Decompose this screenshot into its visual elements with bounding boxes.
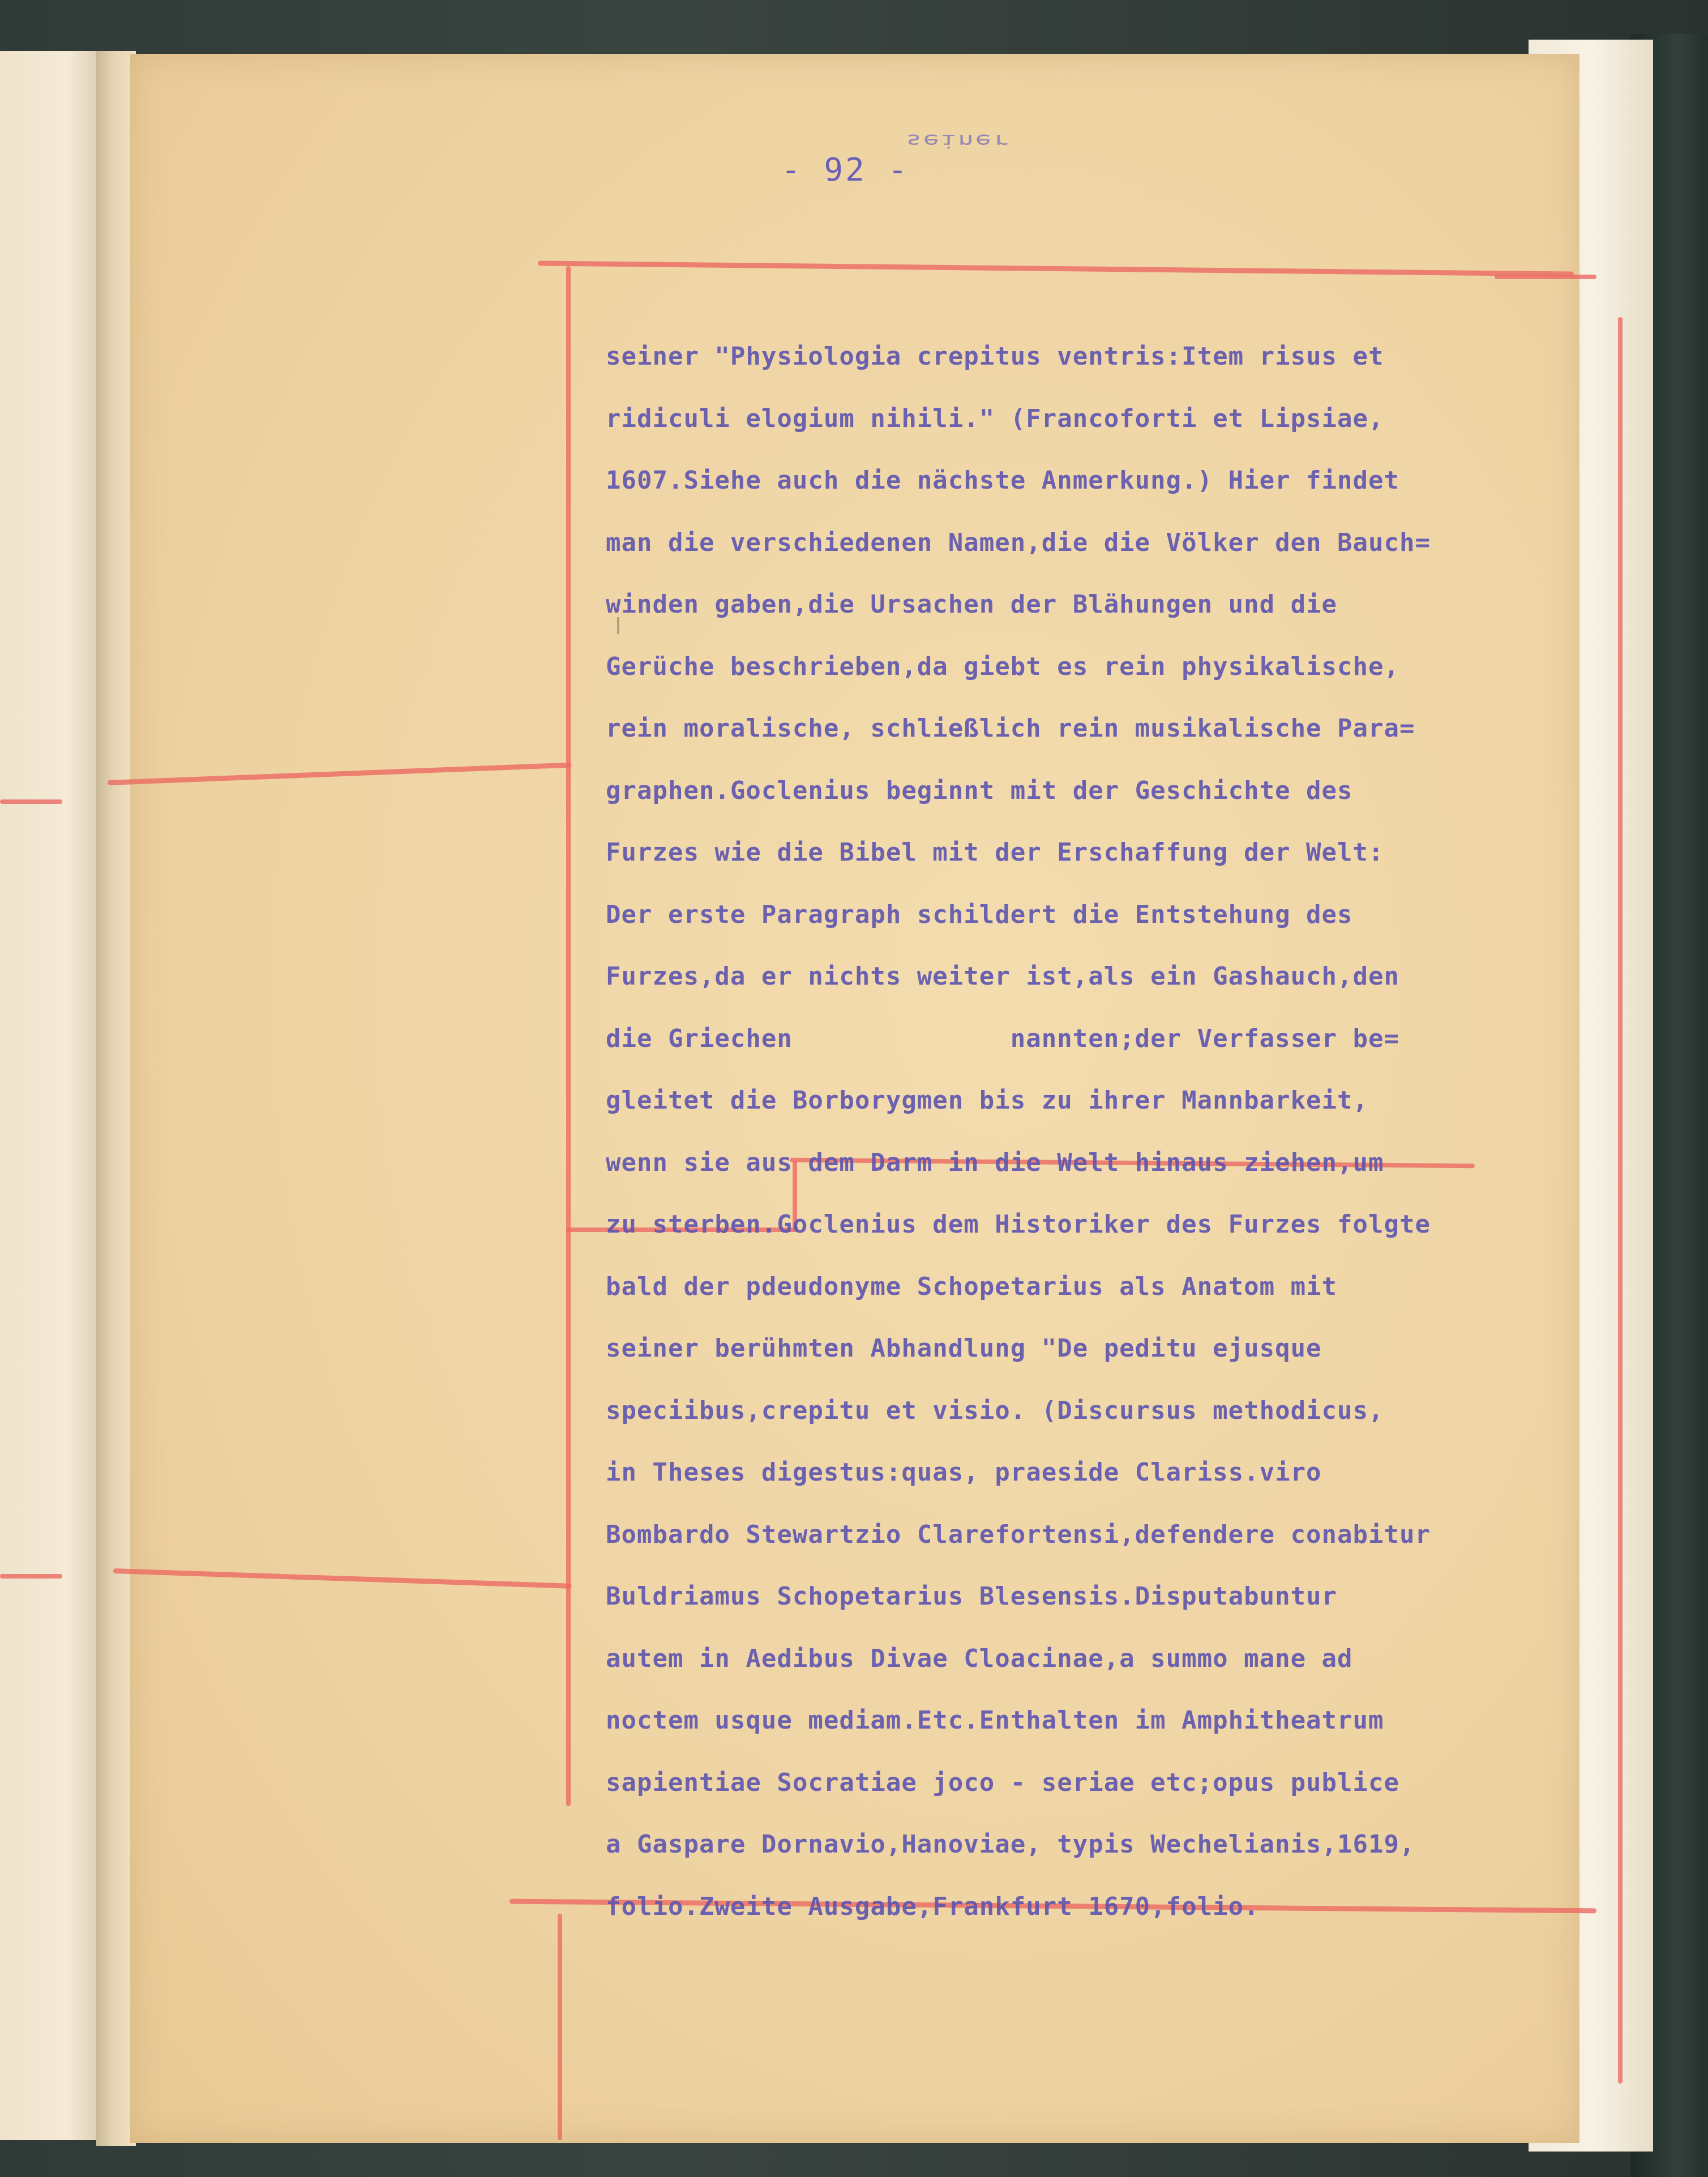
text-line: Bombardo Stewartzio Clarefortensi,defendere conabitur <box>606 1520 1431 1549</box>
text-line: man die verschiedenen Namen,die die Völker den Bauch= <box>606 528 1431 557</box>
page-number: - 92 - <box>781 152 910 189</box>
text-line: in Theses digestus:quas, praeside Clariss.viro <box>606 1458 1322 1487</box>
red-rule-top-right <box>1495 275 1596 279</box>
text-line: die Griechen nannten;der Verfasser be= <box>606 1024 1400 1053</box>
typewritten-text-block <box>606 326 1579 1938</box>
text-line: graphen.Goclenius beginnt mit der Geschichte des <box>606 776 1353 805</box>
text-line: ridiculi elogium nihili." (Francoforti et Lipsiae, <box>606 404 1384 433</box>
red-rule-left-margin-1 <box>0 799 62 804</box>
text-line: rein moralische, schließlich rein musikalische Para= <box>606 714 1415 743</box>
text-line: Furzes,da er nichts weiter ist,als ein Gashauch,den <box>606 962 1400 991</box>
text-line: autem in Aedibus Divae Cloacinae,a summo mane ad <box>606 1644 1353 1673</box>
text-line: wenn sie aus dem Darm in die Welt hinaus ziehen,um <box>606 1148 1384 1177</box>
red-rule-left-vertical <box>566 266 571 1806</box>
text-line: Buldriamus Schopetarius Blesensis.Disputabuntur <box>606 1582 1338 1611</box>
text-line: Gerüche beschrieben,da giebt es rein physikalische, <box>606 652 1400 681</box>
text-line: zu sterben.Goclenius dem Historiker des Furzes folgte <box>606 1210 1431 1239</box>
red-rule-right-vertical <box>1618 317 1623 2084</box>
text-line: Der erste Paragraph schildert die Entstehung des <box>606 900 1353 929</box>
text-line: seiner "Physiologia crepitus ventris:Item risus et <box>606 342 1384 371</box>
red-rule-left-margin-2 <box>0 1574 62 1579</box>
text-line: speciibus,crepitu et visio. (Discursus methodicus, <box>606 1396 1384 1425</box>
text-line: noctem usque mediam.Etc.Enthalten im Amphitheatrum <box>606 1706 1384 1735</box>
text-line: gleitet die Borborygmen bis zu ihrer Mannbarkeit, <box>606 1086 1369 1115</box>
catchword: seiner <box>906 130 1011 152</box>
text-line: sapientiae Socratiae joco - seriae etc;opus publice <box>606 1768 1400 1797</box>
text-line: winden gaben,die Ursachen der Blähungen und die <box>606 590 1338 619</box>
text-line: a Gaspare Dornavio,Hanoviae, typis Wechelianis,1619, <box>606 1830 1415 1859</box>
text-line: seiner berühmten Abhandlung "De peditu ejusque <box>606 1334 1322 1363</box>
text-line: Furzes wie die Bibel mit der Erschaffung der Welt: <box>606 838 1384 867</box>
text-line: 1607.Siehe auch die nächste Anmerkung.) Hier findet <box>606 466 1400 495</box>
text-line: bald der pdeudonyme Schopetarius als Anatom mit <box>606 1272 1338 1301</box>
red-rule-left-vertical-lower <box>558 1914 562 2140</box>
text-line: folio.Zweite Ausgabe,Frankfurt 1670,folio. <box>606 1892 1260 1921</box>
